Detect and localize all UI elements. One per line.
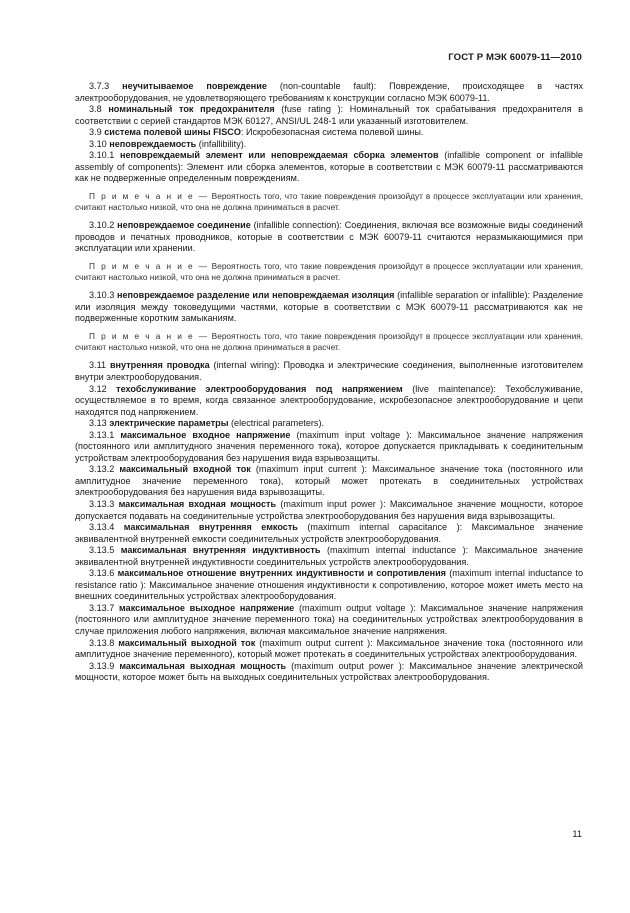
note-2: П р и м е ч а н и е — Вероятность того, что такие повреждения произойдут в процессе эксплуатации или хранения, считают настолько низкой, что она не должна приниматься в расчет. (75, 260, 583, 283)
item-3-10-1: 3.10.1 неповреждаемый элемент или неповреждаемая сборка элементов (infallible component or infallible assembly of components): Элемент или сборка элементов, которые в соответствии с МЭК 60079-11 рассматриваются как не подверженные определенным повреждениям. (75, 150, 583, 184)
item-3-9: 3.9 система полевой шины FISCO: Искробезопасная система полевой шины. (89, 127, 424, 138)
item-3-13-7: 3.13.7 максимальное выходное напряжение (maximum output voltage ): Максимальное значение напряжения (постоянного или амплитудное значение переменного тока) на соединительных устройствах электрооборудования в случае приложения любого напряжения, включая максимальное значение напряжения. (75, 602, 583, 636)
item-3-13-8: 3.13.8 максимальный выходной ток (maximum output current ): Максимальное значение тока (постоянного или амплитудное значение переменного), который может протекать в соединительных устройствах электрооборудования. (75, 637, 583, 660)
item-3-11: 3.11 внутренняя проводка (internal wiring): Проводка и электрические соединения, выполненные изготовителем внутри электрооборудования. (75, 360, 583, 382)
item-3-13: 3.13 электрические параметры (electrical parameters). (89, 418, 325, 429)
item-3-13-6: 3.13.6 максимальное отношение внутренних индуктивности и сопротивления (maximum internal inductance to resistance ratio ): Максимальное значение отношения индуктивности к сопротивлению, которое может иметь место на внешних соединительных устройствах электрооборудования. (75, 568, 584, 602)
item-3-13-4: 3.13.4 максимальная внутренняя емкость (maximum internal capacitance ): Максимальное значение эквивалентной внутренней емкости соединительных устройств электрооборудования. (75, 522, 584, 544)
item-3-10-2: 3.10.2 неповреждаемое соединение (infallible connection): Соединения, включая все возможные виды соединений проводов и печатных проводников, которые в соответствии с МЭК 60079-11 считаются неразмыкающимися при эксплуатации или хранении. (75, 220, 583, 254)
item-3-10: 3.10 неповреждаемость (infallibility). (89, 138, 247, 149)
page-number: 11 (572, 829, 582, 839)
item-3-10-3: 3.10.3 неповреждаемое разделение или неповреждаемая изоляция (infallible separation or infallible): Разделение или изоляция между токоведущими частями, которые в соответствии с МЭК 60079-11 рассматриваются как не подверженные коротким замыканиям. (75, 290, 583, 324)
item-3-13-9: 3.13.9 максимальная выходная мощность (maximum output power ): Максимальное значение электрической мощности, которое может быть на выходных соединительных устройствах электрооборудования. (75, 660, 583, 683)
item-3-7-3: 3.7.3 неучитываемое повреждение (non-countable fault): Повреждение, происходящее в частях электрооборудования, не удовлетворяющего требованиям к конструкции согласно МЭК 60079-11. (75, 81, 583, 103)
item-3-8: 3.8 номинальный ток предохранителя (fuse rating ): Номинальный ток срабатывания предохранителя в соответствии с серией стандартов МЭК 60127, ANSI/UL 248-1 или указанный изготовителем. (75, 104, 583, 126)
document-header: ГОСТ Р МЭК 60079-11—2010 (448, 52, 582, 63)
document-body (75, 81, 583, 684)
item-3-13-1: 3.13.1 максимальное входное напряжение (maximum input voltage ): Максимальное значение напряжения (постоянного или амплитудного значения переменного тока), которое допускается прикладывать к соединительным устройствам электрооборудования без нарушения вида взрывозащиты. (75, 429, 583, 463)
item-3-13-5: 3.13.5 максимальная внутренняя индуктивность (maximum internal inductance ): Максимальное значение эквивалентной внутренней индуктивности соединительных устройств электрооборудования. (75, 545, 583, 567)
note-1: П р и м е ч а н и е — Вероятность того, что такие повреждения произойдут в процессе эксплуатации или хранения, считают настолько низкой, что она не должна приниматься в расчет. (75, 190, 583, 213)
item-3-13-2: 3.13.2 максимальный входной ток (maximum input current ): Максимальное значение тока (постоянного или амплитудное значение переменного тока), который может протекать в соединительных устройствах электрооборудования без нарушения вида взрывозащиты. (75, 464, 583, 498)
item-3-13-3: 3.13.3 максимальная входная мощность (maximum input power ): Максимальное значение мощности, которое допускается подавать на соединительные устройства электрооборудования без нарушения вида взрывозащиты. (75, 498, 583, 521)
item-3-12: 3.12 техобслуживание электрооборудования под напряжением (live maintenance): Техобслуживание, осуществляемое в то время, когда связанное электрооборудование, искробезопасное электрооборудование и цепи находятся под напряжением. (75, 383, 584, 417)
note-3: П р и м е ч а н и е — Вероятность того, что такие повреждения произойдут в процессе эксплуатации или хранения, считают настолько низкой, что она не должна приниматься в расчет. (75, 331, 583, 353)
